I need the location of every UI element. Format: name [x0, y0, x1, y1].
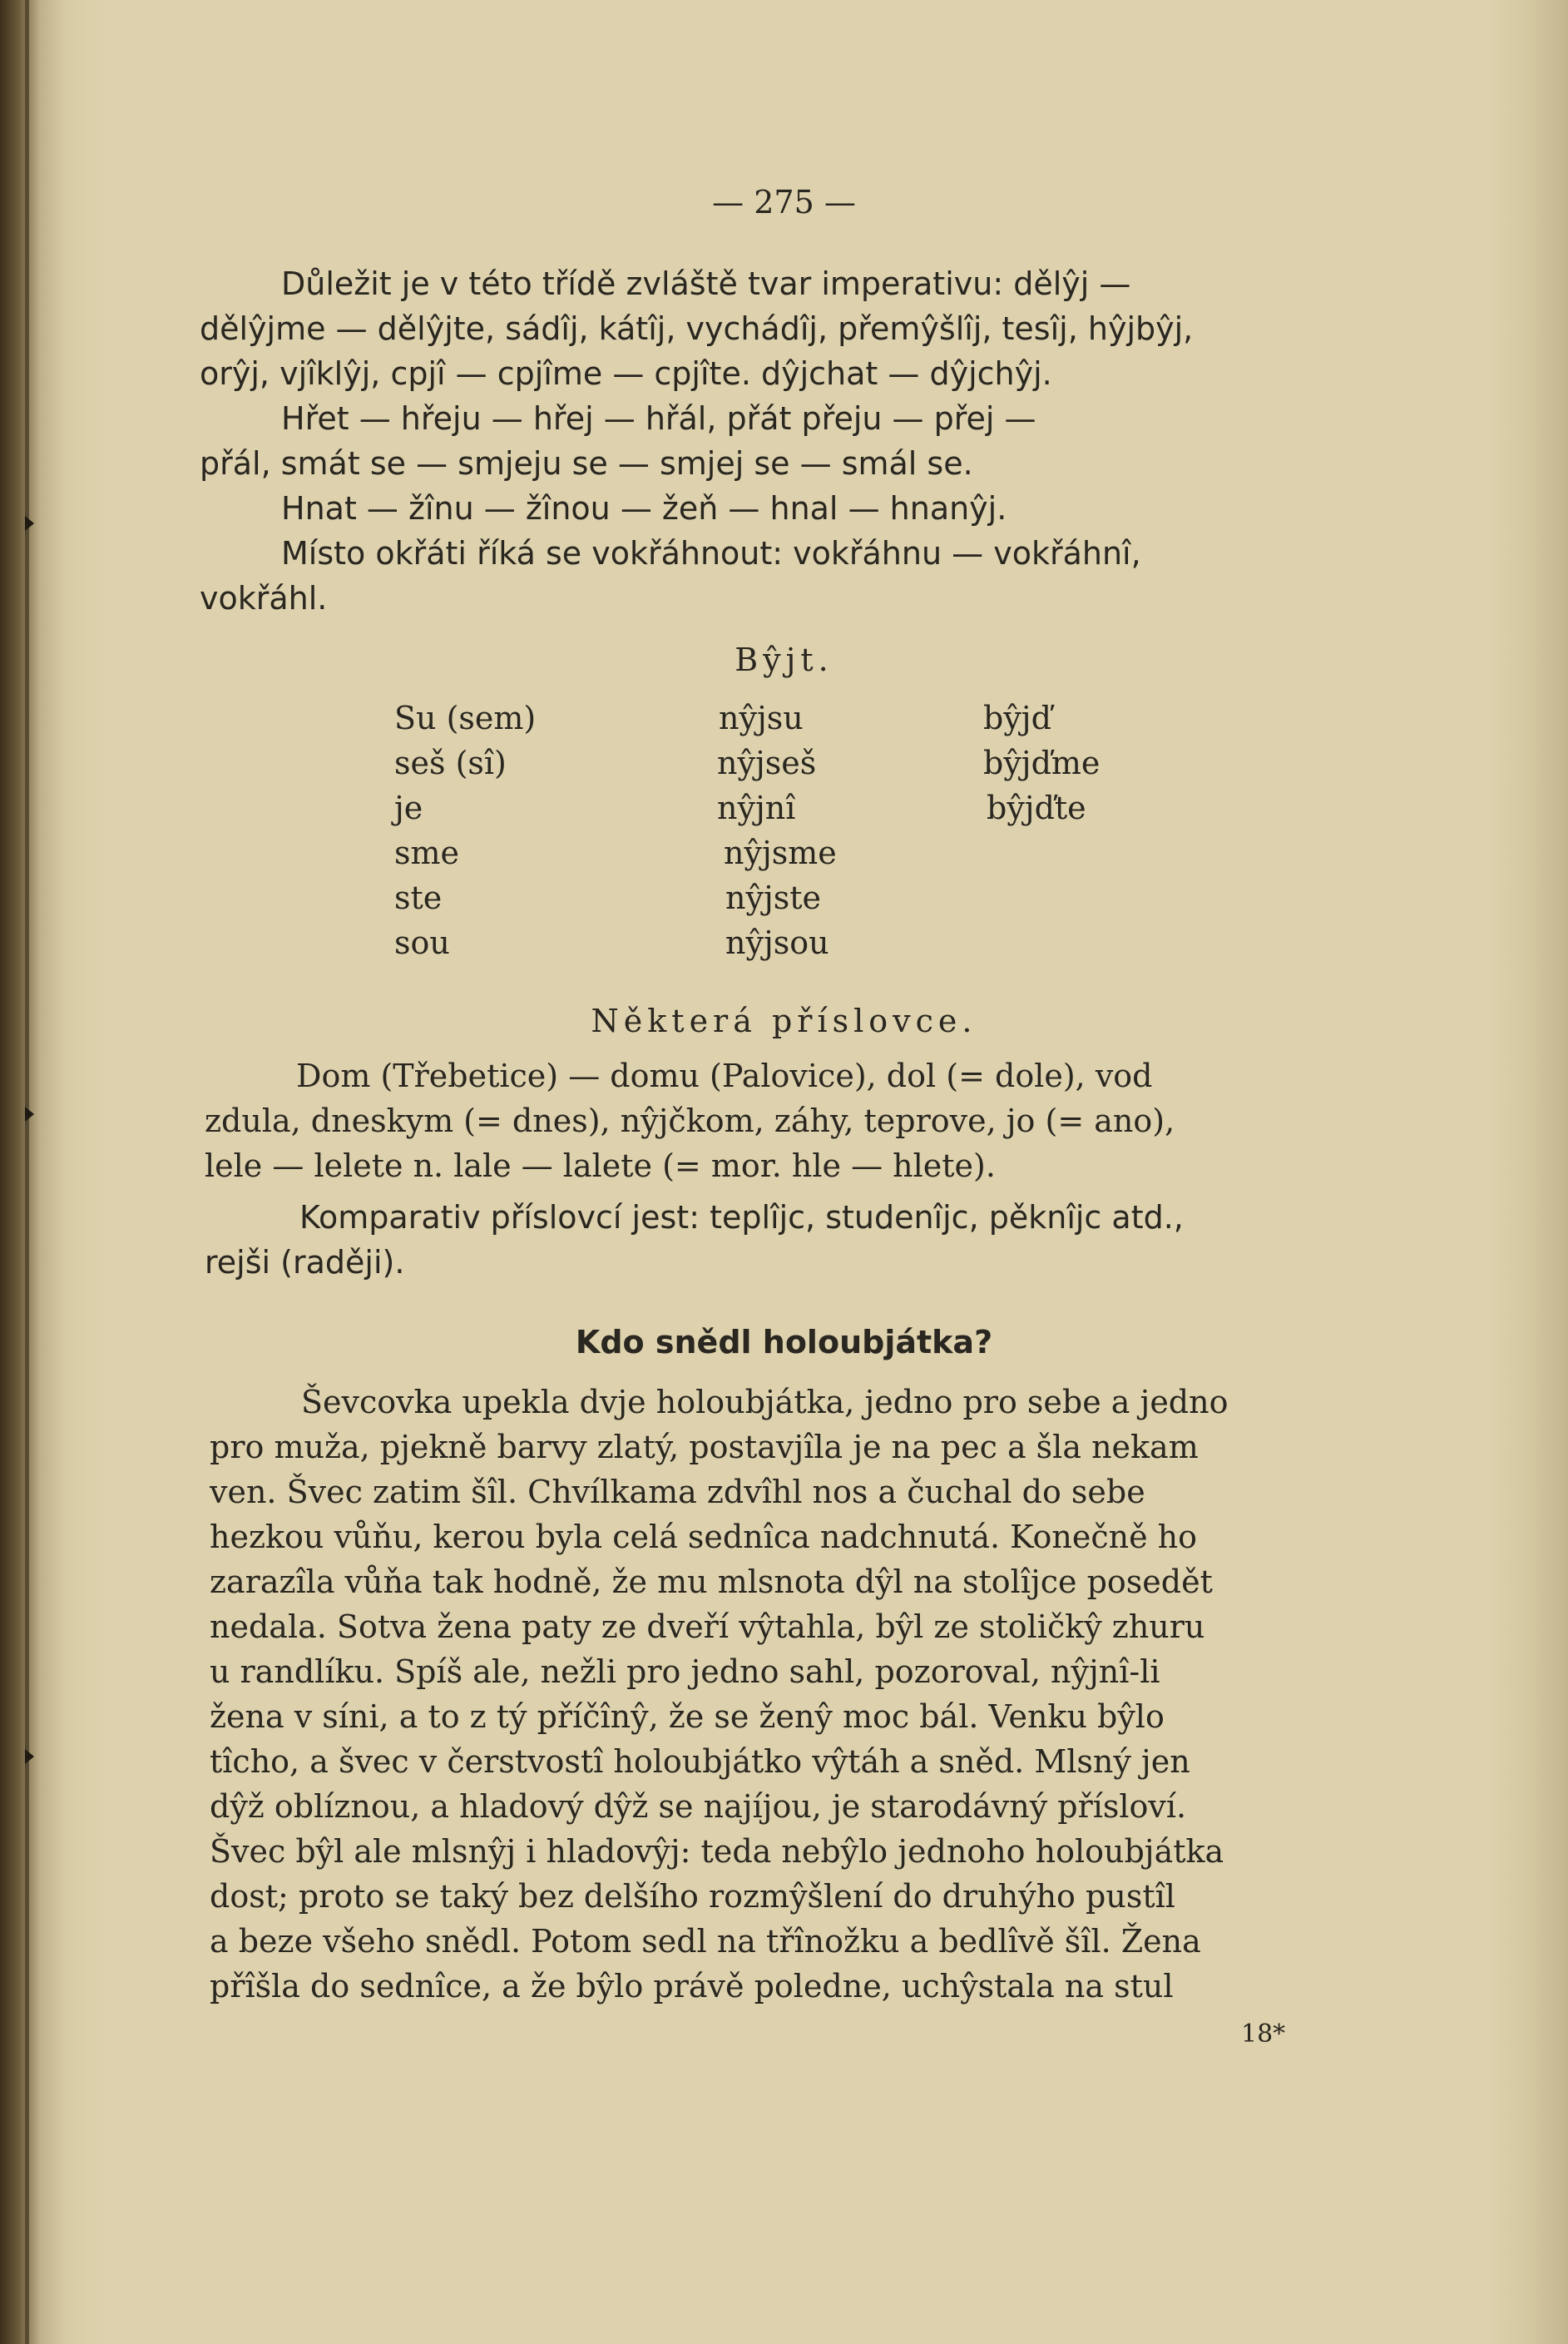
text-line: přîšla do sednîce, a že bŷlo právě poledne, uchŷstala na stul: [210, 1968, 1174, 2005]
table-cell: nŷjsou: [725, 924, 829, 961]
table-cell: nŷjsu: [719, 700, 804, 736]
text-line: dělŷjme — dělŷjte, sádîj, kátîj, vychádîj, přemŷšlîj, tesîj, hŷjbŷj,: [200, 310, 1194, 347]
text-line: nedala. Sotva žena paty ze dveří vŷtahla, bŷl ze stoličkŷ zhuru: [210, 1608, 1205, 1645]
table-cell: nŷjnî: [717, 790, 796, 826]
text-line: Dom (Třebetice) — domu (Palovice), dol (= dole), vod: [296, 1058, 1153, 1094]
text-line: Komparativ příslovcí jest: teplîjc, studenîjc, pěknîjc atd.,: [299, 1199, 1184, 1236]
table-cell: ste: [394, 880, 443, 916]
table-cell: sme: [394, 835, 460, 871]
table-cell: seš (sî): [394, 745, 507, 781]
text-line: zdula, dneskym (= dnes), nŷjčkom, záhy, teprove, jo (= ano),: [205, 1103, 1175, 1139]
text-line: dost; proto se taký bez delšího rozmŷšlení do druhýho pustîl: [210, 1878, 1175, 1915]
table-cell: je: [394, 790, 423, 826]
text-line: přál, smát se — smjeju se — smjej se — smál se.: [200, 445, 973, 482]
table-cell: bŷjďme: [983, 745, 1101, 781]
text-line: ven. Švec zatim šîl. Chvílkama zdvîhl nos a čuchal do sebe: [210, 1474, 1145, 1510]
text-line: Důležit je v této třídě zvláště tvar imperativu: dělŷj —: [281, 265, 1131, 302]
text-line: tîcho, a švec v čerstvostî holoubjátko vŷtáh a sněd. Mlsný jen: [210, 1743, 1190, 1780]
margin-mark: [25, 516, 34, 531]
text-line: dŷž oblíznou, a hladový dŷž se najíjou, je starodávný přísloví.: [210, 1788, 1187, 1825]
text-line: žena v síni, a to z tý příčînŷ, že se ženŷ moc bál. Venku bŷlo: [210, 1698, 1165, 1735]
text-line: hezkou vůňu, kerou byla celá sednîca nadchnutá. Konečně ho: [210, 1519, 1198, 1555]
table-cell: bŷjď: [983, 700, 1051, 736]
table-cell: nŷjste: [725, 880, 821, 916]
text-line: a beze všeho snědl. Potom sedl na třînožku a bedlîvě šîl. Žena: [210, 1923, 1201, 1960]
page-number: — 275 —: [712, 184, 856, 221]
binding-gutter-shadow: [25, 0, 29, 2344]
text-line: Hnat — žînu — žînou — žeň — hnal — hnanŷj.: [281, 490, 1007, 527]
printer-signature: 18*: [1241, 2019, 1286, 2049]
text-line: Hřet — hřeju — hřej — hřál, přát přeju — přej —: [281, 400, 1036, 437]
section-heading: Některá příslovce.: [591, 1003, 977, 1039]
table-cell: nŷjsme: [724, 835, 837, 871]
section-heading: Bŷjt.: [735, 642, 833, 678]
text-line: orŷj, vjîklŷj, cpjî — cpjîme — cpjîte. dŷjchat — dŷjchŷj.: [200, 355, 1052, 392]
text-line: vokřáhl.: [200, 580, 328, 617]
story-title: Kdo snědl holoubjátka?: [575, 1324, 993, 1360]
text-line: rejši (raději).: [205, 1244, 405, 1281]
text-line: Ševcovka upekla dvje holoubjátka, jedno pro sebe a jedno: [301, 1384, 1229, 1420]
table-cell: nŷjseš: [717, 745, 817, 781]
text-line: lele — lelete n. lale — lalete (= mor. hle — hlete).: [205, 1147, 996, 1184]
text-line: Švec bŷl ale mlsnŷj i hladovŷj: teda nebŷlo jednoho holoubjátka: [210, 1833, 1224, 1870]
text-line: u randlíku. Spíš ale, nežli pro jedno sahl, pozoroval, nŷjnî-li: [210, 1653, 1160, 1690]
table-cell: bŷjďte: [987, 790, 1086, 826]
margin-mark: [25, 1749, 34, 1764]
text-line: Místo okřáti říká se vokřáhnout: vokřáhnu — vokřáhnî,: [281, 535, 1141, 572]
text-line: zarazîla vůňa tak hodně, že mu mlsnota dŷl na stolîjce posedět: [210, 1563, 1213, 1600]
text-line: pro muža, pjekně barvy zlatý, postavjîla je na pec a šla nekam: [210, 1429, 1199, 1465]
table-cell: Su (sem): [394, 700, 537, 736]
table-cell: sou: [394, 924, 450, 961]
margin-mark: [25, 1107, 34, 1122]
